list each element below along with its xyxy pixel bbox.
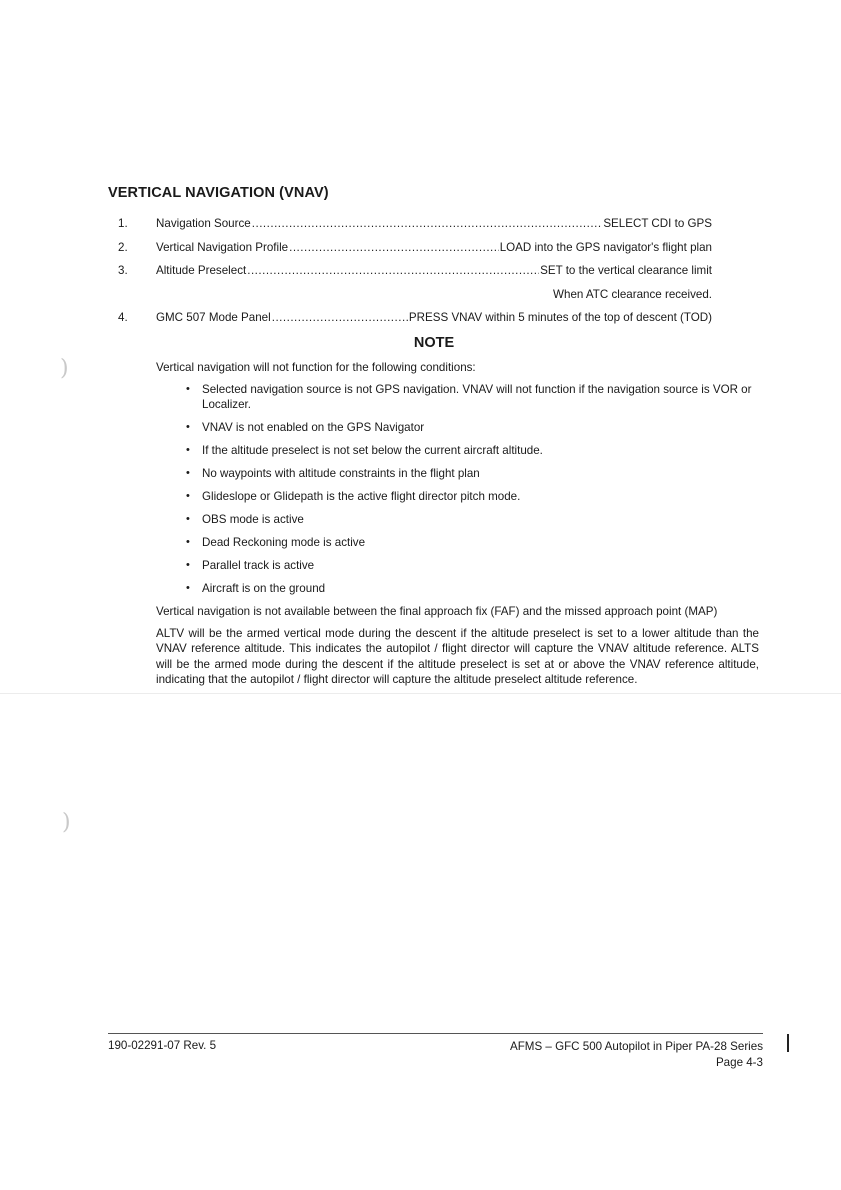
condition-text: No waypoints with altitude constraints in the flight plan [202,467,480,480]
step-sub-condition: When ATC clearance received. [553,287,712,301]
footer-right [510,1039,763,1071]
condition-text: If the altitude preselect is not set below the current aircraft altitude. [202,444,543,457]
dot-leader [289,241,499,254]
bullet-icon: • [186,536,190,548]
step-label: Vertical Navigation Profile [156,240,289,254]
step-item [118,311,712,335]
step-item [118,241,712,265]
step-action: LOAD into the GPS navigator's flight plan [499,240,712,254]
footer-doc-title: AFMS – GFC 500 Autopilot in Piper PA-28 Series [509,1040,763,1053]
condition-list [156,382,759,597]
condition-text: Aircraft is on the ground [202,582,326,595]
condition-text: OBS mode is active [202,513,304,526]
condition-item [185,382,759,413]
bullet-icon: • [186,382,190,395]
dot-leader [247,264,539,277]
section-title: VERTICAL NAVIGATION (VNAV) [108,185,329,201]
note-block [156,360,759,694]
bullet-icon: • [186,444,190,456]
condition-item [185,420,759,436]
step-number: 2. [118,240,128,254]
step-number: 3. [118,264,128,277]
condition-item [185,466,759,482]
scan-artifact-mark: ) [60,356,69,381]
bullet-icon: • [186,559,190,571]
dot-leader [252,217,603,230]
bullet-icon: • [186,490,190,502]
step-action: SELECT CDI to GPS [603,217,712,230]
bullet-icon: • [186,582,190,594]
condition-text: Dead Reckoning mode is active [202,536,366,549]
condition-item [185,512,759,528]
condition-text: Parallel track is active [202,559,315,572]
note-paragraph-altv: ALTV will be the armed vertical mode during the descent if the altitude preselect is set to a lower altitude than the VNAV reference altitude. This indicates the autopilot / flight director will capture the VNAV altitude reference. ALTS will be the armed mode during the descent if the altitude preselect is set at or above the VNAV reference altitude, indicating that the autopilot / flight director will capture the altitude preselect altitude reference. [156,626,759,686]
scan-artifact-mark: ) [62,810,71,835]
condition-item [185,443,759,459]
bullet-icon: • [186,467,190,479]
step-action: PRESS VNAV within 5 minutes of the top of descent (TOD) [408,311,712,324]
step-number: 4. [118,311,128,324]
step-number: 1. [118,217,128,230]
step-item [118,264,712,288]
page-edge-marker [787,1034,789,1052]
note-heading: NOTE [413,335,455,351]
condition-item [185,535,759,551]
dot-leader [272,311,408,324]
condition-item [185,558,759,574]
footer-divider [108,1033,763,1034]
footer-doc-number: 190-02291-07 Rev. 5 [108,1039,217,1052]
procedure-steps [118,217,712,335]
condition-item [185,489,759,505]
step-item [118,217,712,241]
condition-item [185,581,759,597]
bullet-icon: • [186,513,190,525]
step-label: Altitude Preselect [156,264,247,277]
step-label: Navigation Source [156,217,251,230]
note-paragraph-map: Vertical navigation is not available between the final approach fix (FAF) and the missed approach point (MAP) [156,605,718,618]
bullet-icon: • [186,421,190,433]
footer-page-number: Page 4-3 [715,1056,763,1069]
condition-text: Selected navigation source is not GPS navigation. VNAV will not function if the navigation source is VOR or Localizer. [202,382,752,411]
step-label: GMC 507 Mode Panel [156,311,271,324]
condition-text: Glideslope or Glidepath is the active flight director pitch mode. [202,490,521,503]
condition-text: VNAV is not enabled on the GPS Navigator [202,421,425,434]
step-action: SET to the vertical clearance limit [540,264,712,277]
note-intro: Vertical navigation will not function for the following conditions: [156,361,476,374]
